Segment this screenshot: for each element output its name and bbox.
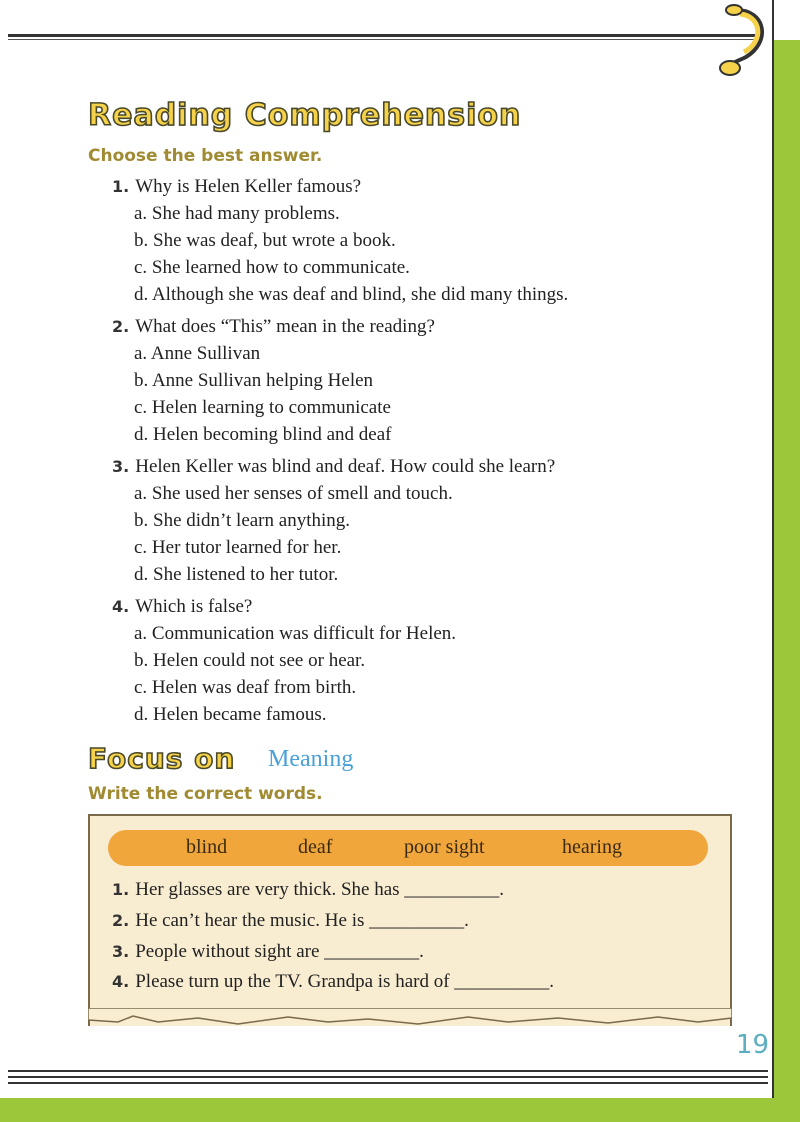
option-3a: a. She used her senses of smell and touch. bbox=[134, 483, 453, 504]
question-number: 2. bbox=[112, 317, 130, 336]
option-1d: d. Although she was deaf and blind, she did many things. bbox=[134, 284, 569, 305]
question-4 bbox=[112, 596, 252, 618]
question-text: Which is false? bbox=[135, 596, 253, 617]
page-curl-icon bbox=[716, 2, 776, 82]
fill-in-text: People without sight are __________. bbox=[135, 941, 424, 962]
focus-heading: Focus on bbox=[88, 742, 236, 775]
question-number: 4. bbox=[112, 597, 130, 616]
fill-in-text: He can’t hear the music. He is __________. bbox=[135, 910, 469, 931]
top-rule bbox=[8, 34, 760, 37]
section-title: Reading Comprehension bbox=[88, 98, 522, 133]
top-rule-thin bbox=[8, 39, 760, 40]
option-2a: a. Anne Sullivan bbox=[134, 343, 261, 364]
fill-in-number: 4. bbox=[112, 972, 130, 991]
option-1b: b. She was deaf, but wrote a book. bbox=[134, 230, 396, 251]
option-3c: c. Her tutor learned for her. bbox=[134, 537, 342, 558]
page-number: 19 bbox=[736, 1030, 770, 1060]
torn-edge bbox=[88, 1008, 732, 1032]
option-2c: c. Helen learning to communicate bbox=[134, 397, 391, 418]
bottom-rules bbox=[8, 1070, 768, 1100]
question-1 bbox=[112, 176, 361, 198]
fill-in-3 bbox=[112, 941, 424, 963]
fill-in-number: 3. bbox=[112, 942, 130, 961]
word-bank-item: deaf bbox=[298, 836, 333, 858]
fill-in-number: 2. bbox=[112, 911, 130, 930]
question-number: 1. bbox=[112, 177, 130, 196]
question-number: 3. bbox=[112, 457, 130, 476]
option-2b: b. Anne Sullivan helping Helen bbox=[134, 370, 374, 391]
fill-in-number: 1. bbox=[112, 880, 130, 899]
question-text: Why is Helen Keller famous? bbox=[135, 176, 362, 197]
option-1a: a. She had many problems. bbox=[134, 203, 340, 224]
question-text: What does “This” mean in the reading? bbox=[135, 316, 435, 337]
word-bank-item: poor sight bbox=[404, 836, 485, 858]
option-4c: c. Helen was deaf from birth. bbox=[134, 677, 357, 698]
option-1c: c. She learned how to communicate. bbox=[134, 257, 410, 278]
fill-in-1 bbox=[112, 879, 504, 901]
option-4b: b. Helen could not see or hear. bbox=[134, 650, 366, 671]
question-3 bbox=[112, 456, 555, 478]
option-4d: d. Helen became famous. bbox=[134, 704, 327, 725]
fill-in-4 bbox=[112, 971, 554, 993]
fill-in-text: Her glasses are very thick. She has __________. bbox=[135, 879, 505, 900]
option-4a: a. Communication was difficult for Helen. bbox=[134, 623, 457, 644]
word-bank-item: hearing bbox=[562, 836, 622, 858]
word-bank-item: blind bbox=[186, 836, 228, 858]
option-2d: d. Helen becoming blind and deaf bbox=[134, 424, 392, 445]
focus-topic: Meaning bbox=[268, 746, 354, 772]
question-2 bbox=[112, 316, 435, 338]
rc-instruction: Choose the best answer. bbox=[88, 146, 323, 166]
option-3d: d. She listened to her tutor. bbox=[134, 564, 339, 585]
fill-in-2 bbox=[112, 910, 469, 932]
option-3b: b. She didn’t learn anything. bbox=[134, 510, 351, 531]
green-page-bottom bbox=[0, 1098, 800, 1122]
fill-in-text: Please turn up the TV. Grandpa is hard of __________. bbox=[135, 971, 555, 992]
question-text: Helen Keller was blind and deaf. How could she learn? bbox=[135, 456, 556, 477]
focus-instruction: Write the correct words. bbox=[88, 784, 323, 804]
